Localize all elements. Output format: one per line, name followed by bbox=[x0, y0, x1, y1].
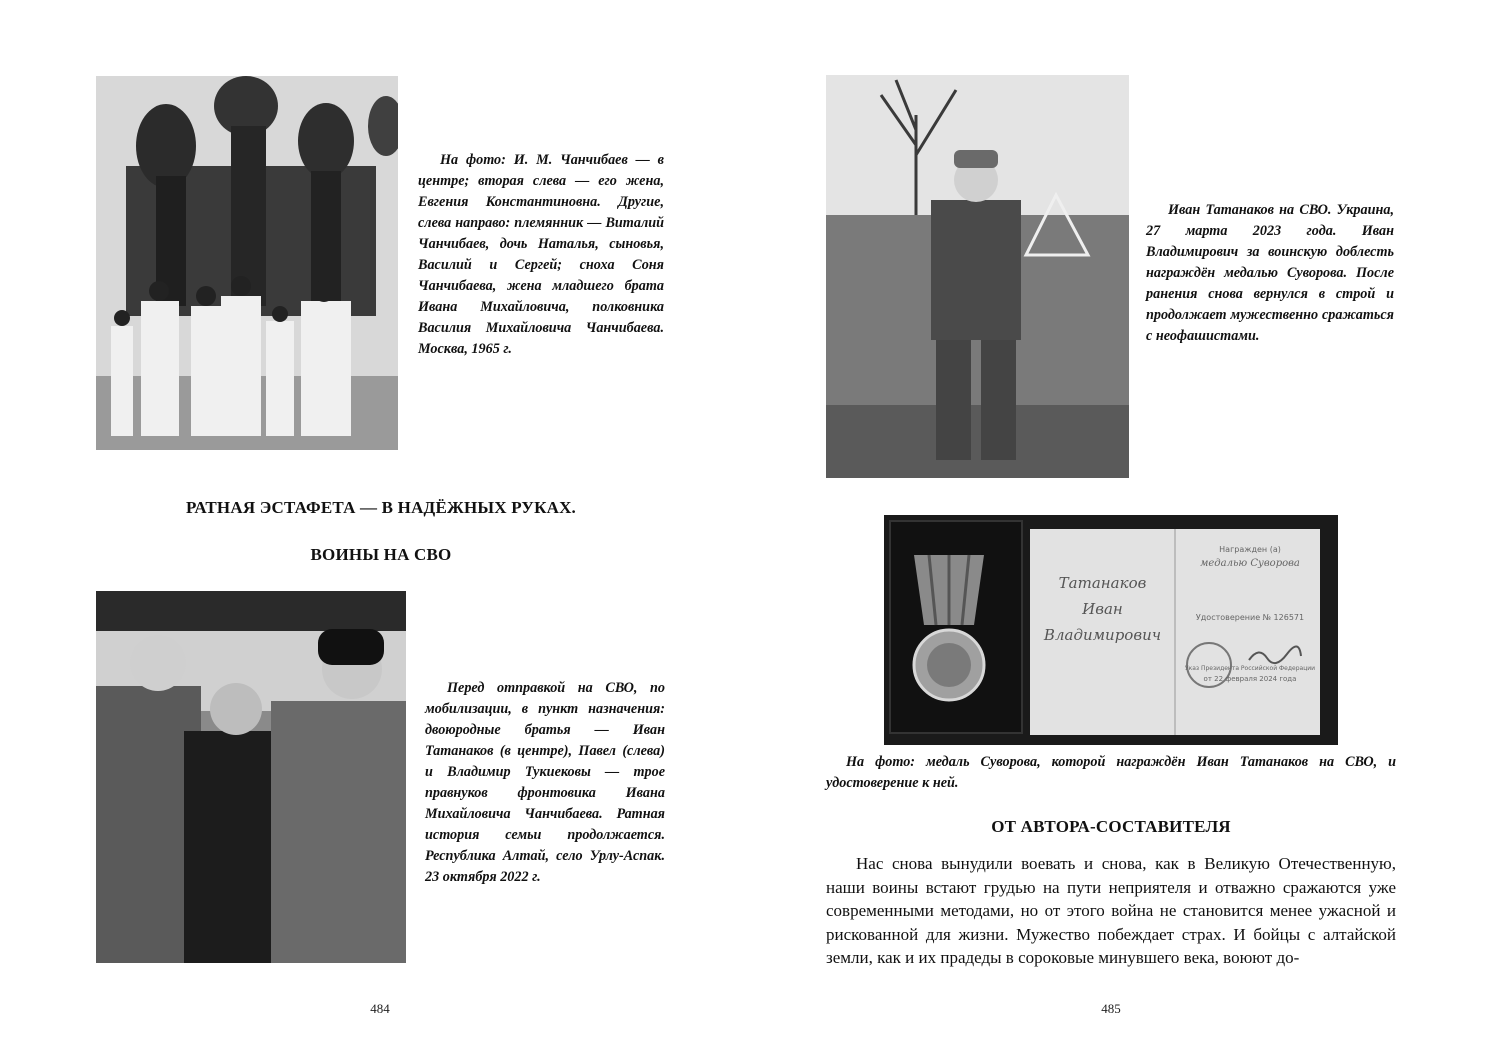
certificate-medal-line: медалью Суворова bbox=[1200, 558, 1300, 569]
photo-caption-three-cousins: Перед отправкой на СВО, по мобилизации, в пункт назначения: двоюродные братья — Иван Татанаков (в центре), Павел (слева) и Владимир Тукиековы — трое правнуков фронтовика Ивана Михайловича Чанчибаева. Ратная история семьи продолжается. Республика Алтай, село Урлу-Аспак. 23 октября 2022 г. bbox=[425, 680, 665, 885]
page-number: 484 bbox=[370, 1001, 390, 1016]
photo-cathedral-group bbox=[96, 76, 398, 450]
right-page bbox=[746, 0, 1492, 1058]
certificate-surname: Татанаков bbox=[1058, 574, 1147, 592]
photo-caption-cathedral: На фото: И. М. Чанчибаев — в центре; вторая слева — его жена, Евгения Константиновна. Другие, слева направо: племянник — Виталий Чанчибаев, дочь Наталья, сыновья, Василий и Сергей; сноха Соня Чанчибаева, жена младшего брата Ивана Михайловича, полковника Василия Михайловича Чанчибаева. Москва, 1965 г. bbox=[418, 152, 664, 357]
section-heading-relay: РАТНАЯ ЭСТАФЕТА — В НАДЁЖНЫХ РУКАХ. bbox=[185, 498, 576, 517]
author-preface-text: Нас снова вынудили воевать и снова, как в Великую Отечественную, наши воины встают грудью на пути неприятеля и отважно сражаются уже современными методами, но от этого война не становится менее ужасной и рискованной для жизни. Мужество побеждает страх. И бойцы с алтайской земли, как и их прадеды в сороковые минувшего века, воюют до- bbox=[826, 854, 1396, 967]
certificate-left-leaf bbox=[1030, 570, 1175, 648]
certificate-number: 126571 bbox=[1273, 613, 1305, 622]
certificate-date-line: от 22 февраля 2024 года bbox=[1203, 675, 1297, 683]
certificate-number-row bbox=[1180, 611, 1320, 625]
section-heading-svo-warriors: ВОИНЫ НА СВО bbox=[310, 545, 452, 564]
certificate-patronymic: Владимирович bbox=[1043, 626, 1162, 644]
photo-three-cousins bbox=[96, 591, 406, 963]
certificate-right-leaf bbox=[1180, 543, 1320, 685]
certificate-decree-line: Указ Президента Российской Федерации bbox=[1184, 665, 1316, 672]
certificate-number-label: Удостоверение № bbox=[1195, 613, 1271, 622]
photo-soldier-svo bbox=[826, 75, 1129, 478]
photo-caption-medal: На фото: медаль Суворова, которой награждён Иван Татанаков на СВО, и удостоверение к ней. bbox=[826, 754, 1396, 791]
section-heading-from-author: ОТ АВТОРА-СОСТАВИТЕЛЯ bbox=[991, 817, 1231, 836]
page-number: 485 bbox=[1101, 1001, 1121, 1016]
certificate-awarded-line: Награжден (а) bbox=[1219, 545, 1281, 554]
photo-caption-soldier: Иван Татанаков на СВО. Украина, 27 марта 2023 года. Иван Владимирович за воинскую доблесть награждён медалью Суворова. После ранения снова вернулся в строй и продолжает мужественно сражаться с неофашистами. bbox=[1146, 202, 1394, 344]
photo-suvorov-medal-certificate bbox=[884, 515, 1338, 745]
certificate-name: Иван bbox=[1082, 600, 1123, 618]
